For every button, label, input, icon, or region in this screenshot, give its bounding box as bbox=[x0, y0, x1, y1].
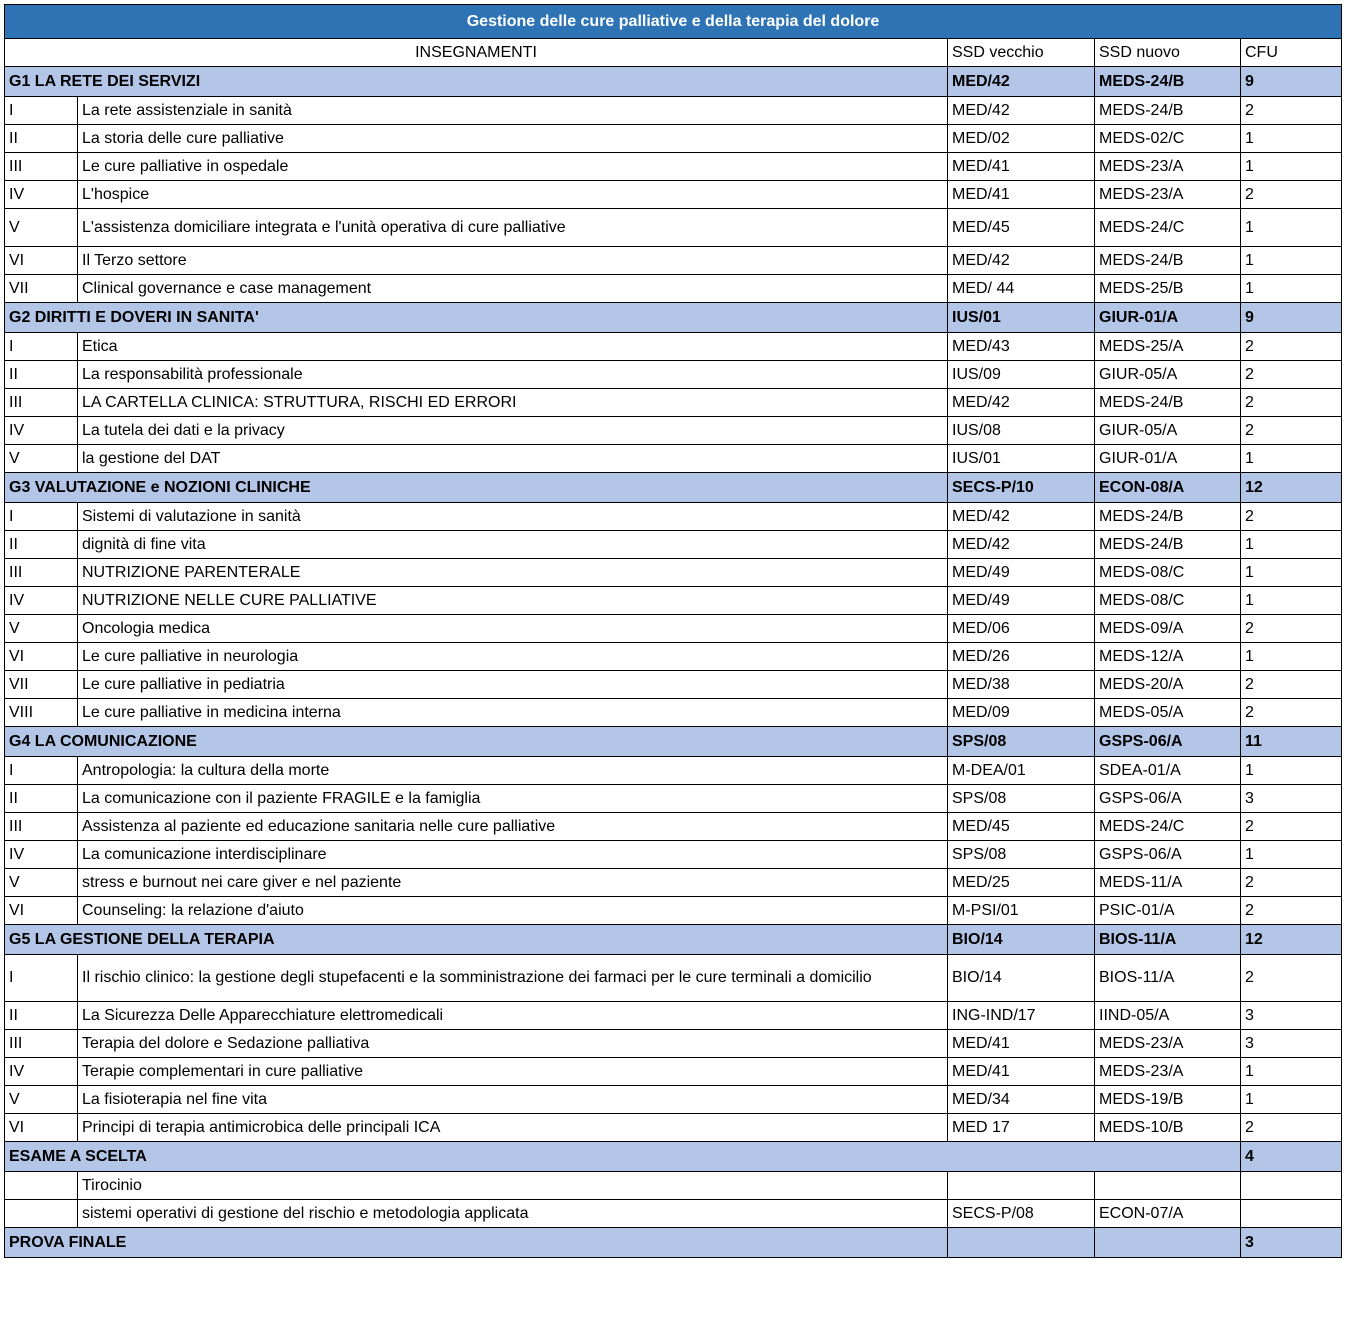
ssd-new: BIOS-11/A bbox=[1095, 955, 1241, 1002]
ssd-old: MED/41 bbox=[948, 1058, 1095, 1086]
table-row bbox=[5, 361, 1342, 389]
table-row bbox=[5, 869, 1342, 897]
ssd-old: MED/41 bbox=[948, 1030, 1095, 1058]
header-ssd-old: SSD vecchio bbox=[948, 39, 1095, 67]
group-cfu: 11 bbox=[1241, 727, 1342, 757]
ssd-old: SPS/08 bbox=[948, 785, 1095, 813]
cfu: 2 bbox=[1241, 955, 1342, 1002]
ssd-new: MEDS-08/C bbox=[1095, 559, 1241, 587]
ssd-new: MEDS-23/A bbox=[1095, 1058, 1241, 1086]
cfu: 2 bbox=[1241, 869, 1342, 897]
table-row bbox=[5, 209, 1342, 247]
cfu: 2 bbox=[1241, 615, 1342, 643]
row-number: IV bbox=[5, 181, 78, 209]
table-row bbox=[5, 125, 1342, 153]
table-row bbox=[5, 181, 1342, 209]
table-row bbox=[5, 1086, 1342, 1114]
row-number: III bbox=[5, 813, 78, 841]
cfu: 1 bbox=[1241, 587, 1342, 615]
ssd-old: IUS/01 bbox=[948, 445, 1095, 473]
ssd-new: MEDS-11/A bbox=[1095, 869, 1241, 897]
cfu: 3 bbox=[1241, 1002, 1342, 1030]
row-number: IV bbox=[5, 417, 78, 445]
course-name: Etica bbox=[78, 333, 948, 361]
cfu: 3 bbox=[1241, 1030, 1342, 1058]
table-row bbox=[5, 813, 1342, 841]
ssd-new: MEDS-20/A bbox=[1095, 671, 1241, 699]
group-ssd-old: MED/42 bbox=[948, 67, 1095, 97]
ssd-new: MEDS-24/B bbox=[1095, 503, 1241, 531]
ssd-old: MED/06 bbox=[948, 615, 1095, 643]
table-row bbox=[5, 955, 1342, 1002]
group-cfu: 12 bbox=[1241, 925, 1342, 955]
course-name: NUTRIZIONE PARENTERALE bbox=[78, 559, 948, 587]
table-row bbox=[5, 531, 1342, 559]
course-name: La storia delle cure palliative bbox=[78, 125, 948, 153]
cfu: 1 bbox=[1241, 209, 1342, 247]
ssd-new: MEDS-23/A bbox=[1095, 1030, 1241, 1058]
cfu bbox=[1241, 1200, 1342, 1228]
group-cfu: 12 bbox=[1241, 473, 1342, 503]
row-number: VI bbox=[5, 643, 78, 671]
table-row bbox=[5, 445, 1342, 473]
row-number: VI bbox=[5, 897, 78, 925]
cfu: 2 bbox=[1241, 671, 1342, 699]
ssd-old: IUS/08 bbox=[948, 417, 1095, 445]
ssd-new: PSIC-01/A bbox=[1095, 897, 1241, 925]
cfu bbox=[1241, 1172, 1342, 1200]
course-name: Antropologia: la cultura della morte bbox=[78, 757, 948, 785]
cfu: 2 bbox=[1241, 181, 1342, 209]
group-row bbox=[5, 727, 1342, 757]
row-number: I bbox=[5, 757, 78, 785]
table-row bbox=[5, 503, 1342, 531]
row-number: VI bbox=[5, 1114, 78, 1142]
row-number: V bbox=[5, 445, 78, 473]
course-name: Counseling: la relazione d'aiuto bbox=[78, 897, 948, 925]
header-cfu: CFU bbox=[1241, 39, 1342, 67]
ssd-old: MED/41 bbox=[948, 181, 1095, 209]
cfu: 2 bbox=[1241, 361, 1342, 389]
group-name: G5 LA GESTIONE DELLA TERAPIA bbox=[5, 925, 948, 955]
prova-finale-name: PROVA FINALE bbox=[5, 1228, 948, 1258]
table-row bbox=[5, 587, 1342, 615]
table-row bbox=[5, 1030, 1342, 1058]
table-row bbox=[5, 275, 1342, 303]
group-ssd-new: MEDS-24/B bbox=[1095, 67, 1241, 97]
cfu: 1 bbox=[1241, 153, 1342, 181]
esame-name: ESAME A SCELTA bbox=[5, 1142, 1241, 1172]
ssd-new: MEDS-08/C bbox=[1095, 587, 1241, 615]
row-number: II bbox=[5, 531, 78, 559]
row-number: III bbox=[5, 559, 78, 587]
course-name: LA CARTELLA CLINICA: STRUTTURA, RISCHI ED ERRORI bbox=[78, 389, 948, 417]
course-name: la gestione del DAT bbox=[78, 445, 948, 473]
group-ssd-new: ECON-08/A bbox=[1095, 473, 1241, 503]
row-number: II bbox=[5, 361, 78, 389]
cfu: 3 bbox=[1241, 785, 1342, 813]
ssd-new: MEDS-02/C bbox=[1095, 125, 1241, 153]
ssd-old: MED/25 bbox=[948, 869, 1095, 897]
ssd-new: ECON-07/A bbox=[1095, 1200, 1241, 1228]
table-row bbox=[5, 389, 1342, 417]
group-row bbox=[5, 473, 1342, 503]
ssd-new: MEDS-10/B bbox=[1095, 1114, 1241, 1142]
ssd-old: MED 17 bbox=[948, 1114, 1095, 1142]
ssd-old: M-PSI/01 bbox=[948, 897, 1095, 925]
row-number: II bbox=[5, 785, 78, 813]
row-number: V bbox=[5, 1086, 78, 1114]
course-name: La Sicurezza Delle Apparecchiature elettromedicali bbox=[78, 1002, 948, 1030]
row-number: I bbox=[5, 503, 78, 531]
ssd-old: MED/ 44 bbox=[948, 275, 1095, 303]
ssd-new: MEDS-25/B bbox=[1095, 275, 1241, 303]
table-row bbox=[5, 785, 1342, 813]
ssd-old: ING-IND/17 bbox=[948, 1002, 1095, 1030]
ssd-new bbox=[1095, 1172, 1241, 1200]
row-number: VIII bbox=[5, 699, 78, 727]
table-row bbox=[5, 1058, 1342, 1086]
ssd-old: SECS-P/08 bbox=[948, 1200, 1095, 1228]
cfu: 1 bbox=[1241, 1058, 1342, 1086]
row-number: I bbox=[5, 97, 78, 125]
row-number: V bbox=[5, 209, 78, 247]
prova-finale-ssd-old bbox=[948, 1228, 1095, 1258]
esame-row bbox=[5, 1142, 1342, 1172]
ssd-old: MED/43 bbox=[948, 333, 1095, 361]
table-row bbox=[5, 1200, 1342, 1228]
title-row bbox=[5, 5, 1342, 39]
row-number bbox=[5, 1200, 78, 1228]
row-number: V bbox=[5, 615, 78, 643]
course-name: Il rischio clinico: la gestione degli stupefacenti e la somministrazione dei farmaci per le cure terminali a domicilio bbox=[78, 955, 948, 1002]
row-number: II bbox=[5, 125, 78, 153]
course-name: Le cure palliative in ospedale bbox=[78, 153, 948, 181]
table-row bbox=[5, 1172, 1342, 1200]
ssd-new: GSPS-06/A bbox=[1095, 841, 1241, 869]
group-ssd-new: GIUR-01/A bbox=[1095, 303, 1241, 333]
row-number: I bbox=[5, 955, 78, 1002]
cfu: 2 bbox=[1241, 1114, 1342, 1142]
row-number: IV bbox=[5, 841, 78, 869]
course-name: Principi di terapia antimicrobica delle principali ICA bbox=[78, 1114, 948, 1142]
ssd-old: MED/42 bbox=[948, 247, 1095, 275]
table-row bbox=[5, 897, 1342, 925]
table-row bbox=[5, 247, 1342, 275]
ssd-old: IUS/09 bbox=[948, 361, 1095, 389]
ssd-new: GIUR-01/A bbox=[1095, 445, 1241, 473]
ssd-new: GIUR-05/A bbox=[1095, 361, 1241, 389]
row-number: IV bbox=[5, 1058, 78, 1086]
row-number: V bbox=[5, 869, 78, 897]
ssd-old: MED/38 bbox=[948, 671, 1095, 699]
course-name: La rete assistenziale in sanità bbox=[78, 97, 948, 125]
ssd-new: MEDS-24/C bbox=[1095, 209, 1241, 247]
course-name: dignità di fine vita bbox=[78, 531, 948, 559]
cfu: 1 bbox=[1241, 275, 1342, 303]
table-row bbox=[5, 1002, 1342, 1030]
cfu: 1 bbox=[1241, 531, 1342, 559]
table-row bbox=[5, 417, 1342, 445]
course-name: Il Terzo settore bbox=[78, 247, 948, 275]
ssd-old: M-DEA/01 bbox=[948, 757, 1095, 785]
ssd-new: IIND-05/A bbox=[1095, 1002, 1241, 1030]
row-number bbox=[5, 1172, 78, 1200]
ssd-old: MED/45 bbox=[948, 813, 1095, 841]
group-cfu: 9 bbox=[1241, 303, 1342, 333]
ssd-old bbox=[948, 1172, 1095, 1200]
ssd-new: MEDS-12/A bbox=[1095, 643, 1241, 671]
table-row bbox=[5, 671, 1342, 699]
ssd-old: MED/34 bbox=[948, 1086, 1095, 1114]
ssd-old: MED/09 bbox=[948, 699, 1095, 727]
cfu: 2 bbox=[1241, 97, 1342, 125]
row-number: III bbox=[5, 153, 78, 181]
row-number: III bbox=[5, 1030, 78, 1058]
course-name: Terapie complementari in cure palliative bbox=[78, 1058, 948, 1086]
cfu: 2 bbox=[1241, 417, 1342, 445]
row-number: IV bbox=[5, 587, 78, 615]
cfu: 1 bbox=[1241, 247, 1342, 275]
course-name: Assistenza al paziente ed educazione sanitaria nelle cure palliative bbox=[78, 813, 948, 841]
ssd-new: MEDS-24/B bbox=[1095, 531, 1241, 559]
cfu: 2 bbox=[1241, 897, 1342, 925]
table-row bbox=[5, 615, 1342, 643]
table-row bbox=[5, 757, 1342, 785]
course-name: Clinical governance e case management bbox=[78, 275, 948, 303]
ssd-old: MED/49 bbox=[948, 559, 1095, 587]
group-name: G1 LA RETE DEI SERVIZI bbox=[5, 67, 948, 97]
header-row bbox=[5, 39, 1342, 67]
course-name: La fisioterapia nel fine vita bbox=[78, 1086, 948, 1114]
course-name: Le cure palliative in pediatria bbox=[78, 671, 948, 699]
course-name: Le cure palliative in neurologia bbox=[78, 643, 948, 671]
course-name: L'assistenza domiciliare integrata e l'unità operativa di cure palliative bbox=[78, 209, 948, 247]
group-ssd-new: BIOS-11/A bbox=[1095, 925, 1241, 955]
course-name: La comunicazione con il paziente FRAGILE e la famiglia bbox=[78, 785, 948, 813]
esame-cfu: 4 bbox=[1241, 1142, 1342, 1172]
group-ssd-old: BIO/14 bbox=[948, 925, 1095, 955]
ssd-new: MEDS-24/B bbox=[1095, 247, 1241, 275]
ssd-old: MED/42 bbox=[948, 531, 1095, 559]
ssd-new: MEDS-24/B bbox=[1095, 389, 1241, 417]
ssd-new: MEDS-25/A bbox=[1095, 333, 1241, 361]
ssd-old: MED/41 bbox=[948, 153, 1095, 181]
ssd-old: BIO/14 bbox=[948, 955, 1095, 1002]
ssd-new: GSPS-06/A bbox=[1095, 785, 1241, 813]
row-number: VII bbox=[5, 275, 78, 303]
row-number: VII bbox=[5, 671, 78, 699]
ssd-new: MEDS-09/A bbox=[1095, 615, 1241, 643]
course-name: Sistemi di valutazione in sanità bbox=[78, 503, 948, 531]
course-name: Oncologia medica bbox=[78, 615, 948, 643]
cfu: 1 bbox=[1241, 125, 1342, 153]
row-number: II bbox=[5, 1002, 78, 1030]
table-row bbox=[5, 97, 1342, 125]
ssd-new: MEDS-05/A bbox=[1095, 699, 1241, 727]
ssd-new: GIUR-05/A bbox=[1095, 417, 1241, 445]
group-ssd-old: SPS/08 bbox=[948, 727, 1095, 757]
group-name: G3 VALUTAZIONE e NOZIONI CLINICHE bbox=[5, 473, 948, 503]
table-row bbox=[5, 153, 1342, 181]
ssd-old: SPS/08 bbox=[948, 841, 1095, 869]
ssd-old: MED/49 bbox=[948, 587, 1095, 615]
cfu: 2 bbox=[1241, 699, 1342, 727]
course-name: La responsabilità professionale bbox=[78, 361, 948, 389]
row-number: VI bbox=[5, 247, 78, 275]
table-row bbox=[5, 559, 1342, 587]
group-ssd-old: SECS-P/10 bbox=[948, 473, 1095, 503]
prova-finale-cfu: 3 bbox=[1241, 1228, 1342, 1258]
ssd-old: MED/02 bbox=[948, 125, 1095, 153]
page-title: Gestione delle cure palliative e della terapia del dolore bbox=[5, 5, 1342, 39]
course-name: stress e burnout nei care giver e nel paziente bbox=[78, 869, 948, 897]
ssd-old: MED/45 bbox=[948, 209, 1095, 247]
course-name: Tirocinio bbox=[78, 1172, 948, 1200]
course-name: NUTRIZIONE NELLE CURE PALLIATIVE bbox=[78, 587, 948, 615]
group-name: G4 LA COMUNICAZIONE bbox=[5, 727, 948, 757]
ssd-old: MED/42 bbox=[948, 503, 1095, 531]
group-row bbox=[5, 303, 1342, 333]
ssd-old: MED/42 bbox=[948, 389, 1095, 417]
course-name: sistemi operativi di gestione del rischio e metodologia applicata bbox=[78, 1200, 948, 1228]
cfu: 2 bbox=[1241, 813, 1342, 841]
table-row bbox=[5, 643, 1342, 671]
cfu: 2 bbox=[1241, 503, 1342, 531]
header-ssd-new: SSD nuovo bbox=[1095, 39, 1241, 67]
ssd-new: MEDS-24/C bbox=[1095, 813, 1241, 841]
cfu: 1 bbox=[1241, 757, 1342, 785]
group-name: G2 DIRITTI E DOVERI IN SANITA' bbox=[5, 303, 948, 333]
ssd-new: MEDS-23/A bbox=[1095, 181, 1241, 209]
row-number: III bbox=[5, 389, 78, 417]
course-name: La tutela dei dati e la privacy bbox=[78, 417, 948, 445]
group-row bbox=[5, 67, 1342, 97]
row-number: I bbox=[5, 333, 78, 361]
cfu: 1 bbox=[1241, 1086, 1342, 1114]
ssd-old: MED/42 bbox=[948, 97, 1095, 125]
cfu: 1 bbox=[1241, 445, 1342, 473]
ssd-new: MEDS-23/A bbox=[1095, 153, 1241, 181]
group-cfu: 9 bbox=[1241, 67, 1342, 97]
table-row bbox=[5, 841, 1342, 869]
course-name: L'hospice bbox=[78, 181, 948, 209]
table-row bbox=[5, 333, 1342, 361]
header-insegnamenti: INSEGNAMENTI bbox=[5, 39, 948, 67]
ssd-new: MEDS-19/B bbox=[1095, 1086, 1241, 1114]
group-ssd-old: IUS/01 bbox=[948, 303, 1095, 333]
course-name: Le cure palliative in medicina interna bbox=[78, 699, 948, 727]
prova-finale-ssd-new bbox=[1095, 1228, 1241, 1258]
cfu: 2 bbox=[1241, 333, 1342, 361]
ssd-old: MED/26 bbox=[948, 643, 1095, 671]
cfu: 1 bbox=[1241, 643, 1342, 671]
group-ssd-new: GSPS-06/A bbox=[1095, 727, 1241, 757]
prova-finale-row bbox=[5, 1228, 1342, 1258]
cfu: 1 bbox=[1241, 841, 1342, 869]
table-row bbox=[5, 699, 1342, 727]
course-name: Terapia del dolore e Sedazione palliativa bbox=[78, 1030, 948, 1058]
cfu: 1 bbox=[1241, 559, 1342, 587]
ssd-new: SDEA-01/A bbox=[1095, 757, 1241, 785]
table-row bbox=[5, 1114, 1342, 1142]
course-name: La comunicazione interdisciplinare bbox=[78, 841, 948, 869]
curriculum-table bbox=[4, 4, 1342, 1258]
cfu: 2 bbox=[1241, 389, 1342, 417]
group-row bbox=[5, 925, 1342, 955]
ssd-new: MEDS-24/B bbox=[1095, 97, 1241, 125]
